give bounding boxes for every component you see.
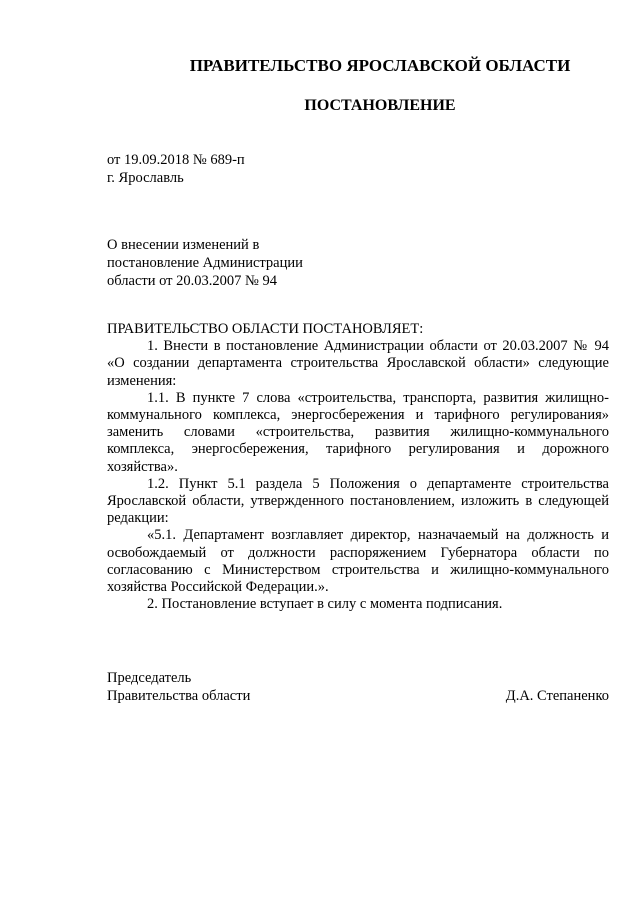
document-subject xyxy=(107,236,303,290)
subject-line: области от 20.03.2007 № 94 xyxy=(107,273,277,289)
item-1-2: 1.2. Пункт 5.1 раздела 5 Положения о департаменте строительства Ярославской области, утвержденного постановлением, изложить в следующей редакции: xyxy=(107,475,609,527)
subject-line: постановление Администрации xyxy=(107,255,303,271)
signatory-position-line1: Председатель xyxy=(107,670,192,686)
signature-block xyxy=(107,669,609,705)
signature-row xyxy=(107,687,609,705)
item-1: 1. Внести в постановление Администрации области от 20.03.2007 № 94 «О создании департамента строительства Ярославской области» следующие изменения: xyxy=(107,338,609,389)
document-type-title: ПОСТАНОВЛЕНИЕ xyxy=(304,97,456,114)
document-body xyxy=(107,321,609,613)
preamble: ПРАВИТЕЛЬСТВО ОБЛАСТИ ПОСТАНОВЛЯЕТ: xyxy=(107,321,424,337)
organization-title: ПРАВИТЕЛЬСТВО ЯРОСЛАВСКОЙ ОБЛАСТИ xyxy=(189,56,571,75)
signatory-position-line2: Правительства области xyxy=(107,688,251,704)
subject-line: О внесении изменений в xyxy=(107,237,260,253)
city: г. Ярославль xyxy=(107,170,184,186)
signatory-name: Д.А. Степаненко xyxy=(505,688,609,704)
document-meta xyxy=(107,151,245,187)
item-1-2-quote: «5.1. Департамент возглавляет директор, назначаемый на должность и освобождаемый от должности распоряжением Губернатора области по согласованию с Министерством строительства и жилищно-коммунального хозяйства Российской Федерации.». xyxy=(107,527,609,596)
date-number: от 19.09.2018 № 689-п xyxy=(107,152,245,168)
item-1-1: 1.1. В пункте 7 слова «строительства, транспорта, развития жилищно-коммунального комплекса, энергосбережения и тарифного регулирования» заменить словами «строительства, развития жилищно-коммунального комплекса, энергосбережения, тарифного регулирования и дорожного хозяйства». xyxy=(107,389,609,475)
item-2: 2. Постановление вступает в силу с момента подписания. xyxy=(147,596,503,613)
